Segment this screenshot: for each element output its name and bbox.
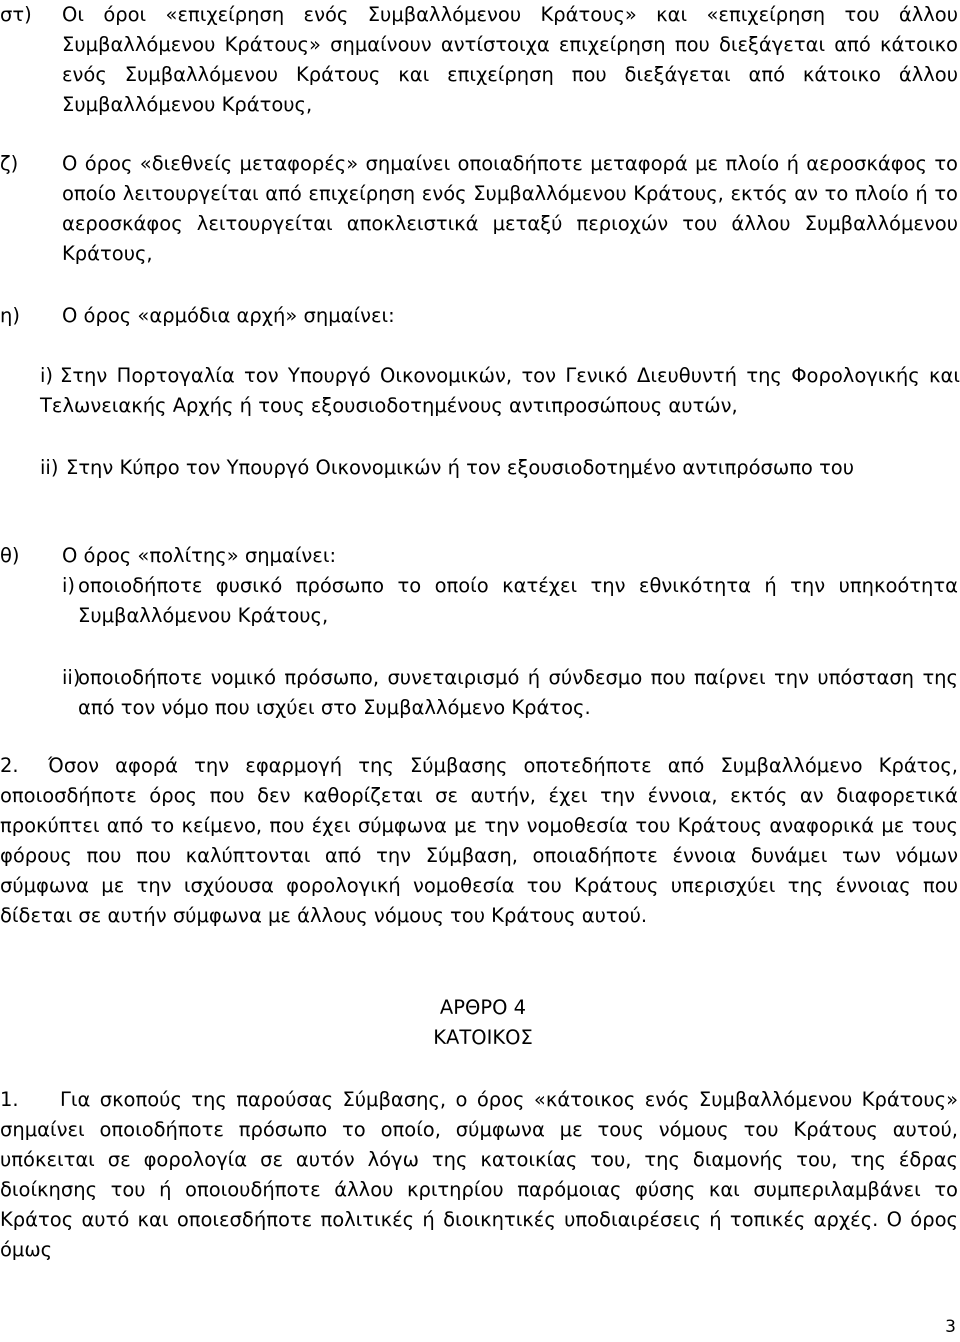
article-number: ΑΡΘΡΟ 4: [439, 996, 527, 1019]
paragraph-number: 2.: [0, 754, 19, 777]
article-4-paragraph-1: [0, 1085, 958, 1265]
subitem-h-i: [40, 361, 960, 421]
subitem-label: i): [40, 364, 54, 387]
subitem-h-ii: [40, 453, 960, 483]
paragraph-2: [0, 751, 958, 931]
paragraph-text: Για σκοπούς της παρούσας Σύμβασης, ο όρος «κάτοικος ενός Συμβαλλόμενου Κράτους» σημαίνει οποιοδήποτε πρόσωπο το οποίο, σύμφωνα με τους νόμους του Κράτους αυτού, υπόκειται σε φορολογία σε αυτόν λόγω της κατοικίας του, της διαμονής του, της έδρας διοίκησης του ή οποιουδήποτε άλλου κριτηρίου παρόμοιας φύσης και συμπεριλαμβάνει το Κράτος αυτό και οποιεσδήποτε πολιτικές ή διοικητικές υποδιαιρέσεις ή τοπικές αρχές. Ο όρος όμως: [0, 1088, 958, 1261]
paragraph-text: Όσον αφορά την εφαρμογή της Σύμβασης οποτεδήποτε από Συμβαλλόμενο Κράτος, οποιοσδήποτε όρος που δεν καθορίζεται σε αυτήν, έχει την έννοια, εκτός αν διαφορετικά προκύπτει από το κείμενο, που έχει σύμφωνα με την νομοθεσία του Κράτους αναφορικά με τους φόρους που που καλύπτονται από την Σύμβαση, οποιαδήποτε έννοια δυνάμει των νόμων σύμφωνα με την ισχύουσα φορολογική νομοθεσία του Κράτους υπερισχύει της έννοιας που δίδεται σε αυτήν σύμφωνα με άλλους νόμους του Κράτους αυτού.: [0, 754, 958, 927]
definition-label: θ): [0, 544, 20, 567]
subitem-th-ii: [62, 663, 958, 723]
subitem-text: Στην Πορτογαλία τον Υπουργό Οικονομικών, τον Γενικό Διευθυντή της Φορολογικής και Τελωνειακής Αρχής ή τους εξουσιοδοτημένους αντιπροσώπους αυτών,: [40, 364, 960, 417]
subitem-label: ii): [62, 666, 81, 689]
definition-label: ζ): [0, 152, 19, 175]
definition-text: Ο όρος «πολίτης» σημαίνει:: [62, 544, 337, 567]
article-title: ΚΑΤΟΙΚΟΣ: [433, 1026, 533, 1049]
subitem-th-i: [62, 571, 958, 631]
subitem-text: Στην Κύπρο τον Υπουργό Οικονομικών ή τον εξουσιοδοτημένο αντιπρόσωπο του: [66, 456, 855, 479]
definition-label: η): [0, 304, 20, 327]
subitem-text: οποιοδήποτε νομικό πρόσωπο, συνεταιρισμό ή σύνδεσμο που παίρνει την υπόσταση της από τον νόμο που ισχύει στο Συμβαλλόμενο Κράτος.: [78, 666, 958, 719]
definition-text: Ο όρος «αρμόδια αρχή» σημαίνει:: [62, 304, 395, 327]
subitem-label: ii): [40, 456, 59, 479]
page-number: 3: [945, 1317, 956, 1337]
subitem-label: i): [62, 574, 76, 597]
subitem-text: οποιοδήποτε φυσικό πρόσωπο το οποίο κατέχει την εθνικότητα ή την υπηκοότητα Συμβαλλόμενου Κράτους,: [78, 574, 958, 627]
definition-label: στ): [0, 3, 32, 26]
paragraph-number: 1.: [0, 1088, 19, 1111]
definition-text: Οι όροι «επιχείρηση ενός Συμβαλλόμενου Κράτους» και «επιχείρηση του άλλου Συμβαλλόμενου Κράτους» σημαίνουν αντίστοιχα επιχείρηση που διεξάγεται από κάτοικο ενός Συμβαλλόμενου Κράτους και επιχείρηση που διεξάγεται από κάτοικο άλλου Συμβαλλόμενου Κράτους,: [62, 3, 958, 116]
definition-text: Ο όρος «διεθνείς μεταφορές» σημαίνει οποιαδήποτε μεταφορά με πλοίο ή αεροσκάφος το οποίο λειτουργείται από επιχείρηση ενός Συμβαλλόμενου Κράτους, εκτός αν το πλοίο ή το αεροσκάφος λειτουργείται αποκλειστικά μεταξύ περιοχών του άλλου Συμβαλλόμενου Κράτους,: [62, 152, 958, 265]
